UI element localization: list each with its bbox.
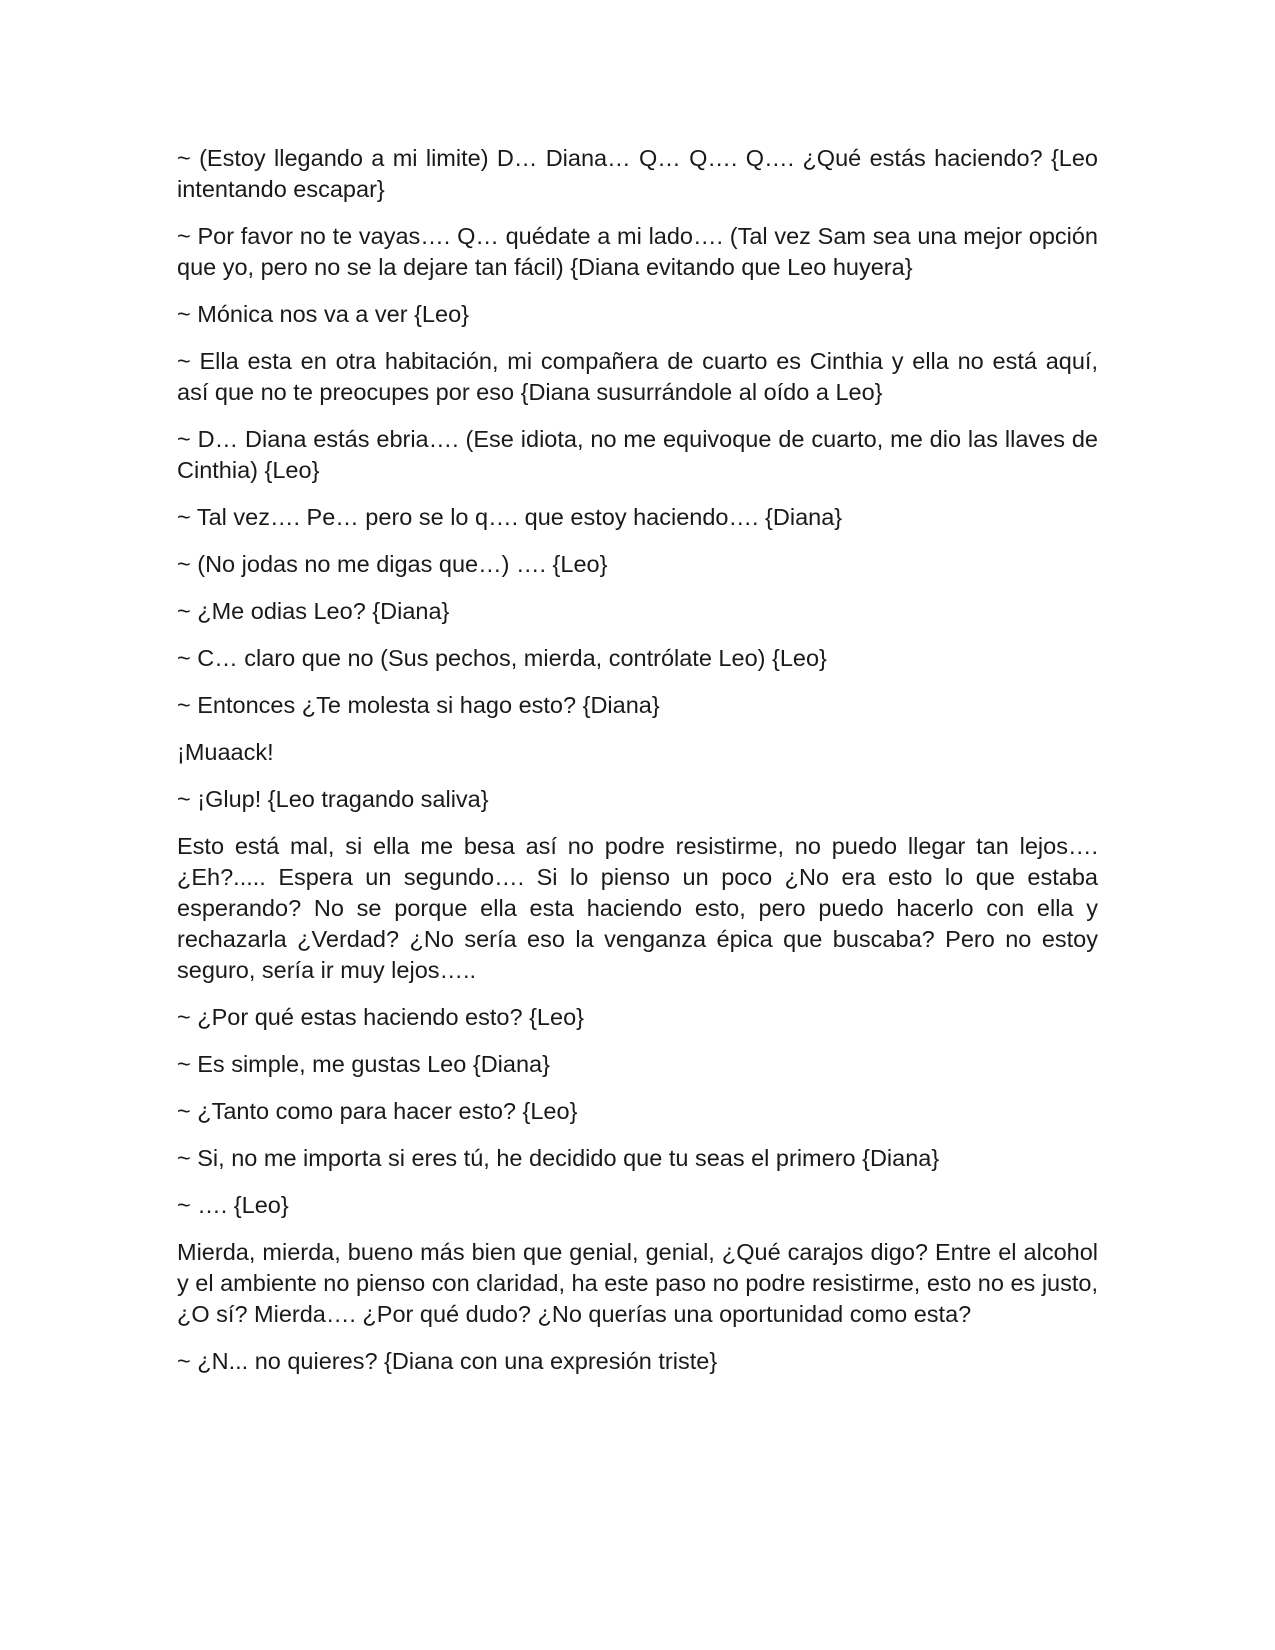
paragraph: ~ C… claro que no (Sus pechos, mierda, contrólate Leo) {Leo} [177,645,827,671]
paragraph: ~ ¿Me odias Leo? {Diana} [177,598,450,624]
paragraph: ~ (Estoy llegando a mi limite) D… Diana… Q… Q…. Q…. ¿Qué estás haciendo? {Leo intentando escapar} [177,145,1098,202]
paragraph: ¡Muaack! [177,739,274,765]
paragraph: ~ Entonces ¿Te molesta si hago esto? {Diana} [177,692,660,718]
paragraph: ~ ¿Por qué estas haciendo esto? {Leo} [177,1004,584,1030]
document-page [177,143,1098,1393]
paragraph: ~ D… Diana estás ebria…. (Ese idiota, no me equivoque de cuarto, me dio las llaves de Cinthia) {Leo} [177,426,1098,483]
paragraph: ~ ¿Tanto como para hacer esto? {Leo} [177,1098,578,1124]
paragraph: ~ Tal vez…. Pe… pero se lo q…. que estoy haciendo…. {Diana} [177,504,843,530]
paragraph: Mierda, mierda, bueno más bien que genial, genial, ¿Qué carajos digo? Entre el alcohol y el ambiente no pienso con claridad, ha este paso no podre resistirme, esto no es justo, ¿O sí? Mierda…. ¿Por qué dudo? ¿No querías una oportunidad como esta? [177,1239,1098,1327]
paragraph: ~ Por favor no te vayas…. Q… quédate a mi lado…. (Tal vez Sam sea una mejor opción que yo, pero no se la dejare tan fácil) {Diana evitando que Leo huyera} [177,223,1098,280]
paragraph: ~ ¡Glup! {Leo tragando saliva} [177,786,489,812]
paragraph: ~ …. {Leo} [177,1192,289,1218]
paragraph: ~ (No jodas no me digas que…) …. {Leo} [177,551,608,577]
paragraph: ~ Es simple, me gustas Leo {Diana} [177,1051,550,1077]
paragraph: ~ Mónica nos va a ver {Leo} [177,301,469,327]
paragraph: ~ Ella esta en otra habitación, mi compañera de cuarto es Cinthia y ella no está aquí, así que no te preocupes por eso {Diana susurrándole al oído a Leo} [177,348,1098,405]
paragraph: ~ Si, no me importa si eres tú, he decidido que tu seas el primero {Diana} [177,1145,940,1171]
paragraph: ~ ¿N... no quieres? {Diana con una expresión triste} [177,1348,718,1374]
paragraph: Esto está mal, si ella me besa así no podre resistirme, no puedo llegar tan lejos…. ¿Eh?..... Espera un segundo…. Si lo pienso un poco ¿No era esto lo que estaba esperando? No se porque ella esta haciendo esto, pero puedo hacerlo con ella y rechazarla ¿Verdad? ¿No sería eso la venganza épica que buscaba? Pero no estoy seguro, sería ir muy lejos….. [177,833,1098,983]
